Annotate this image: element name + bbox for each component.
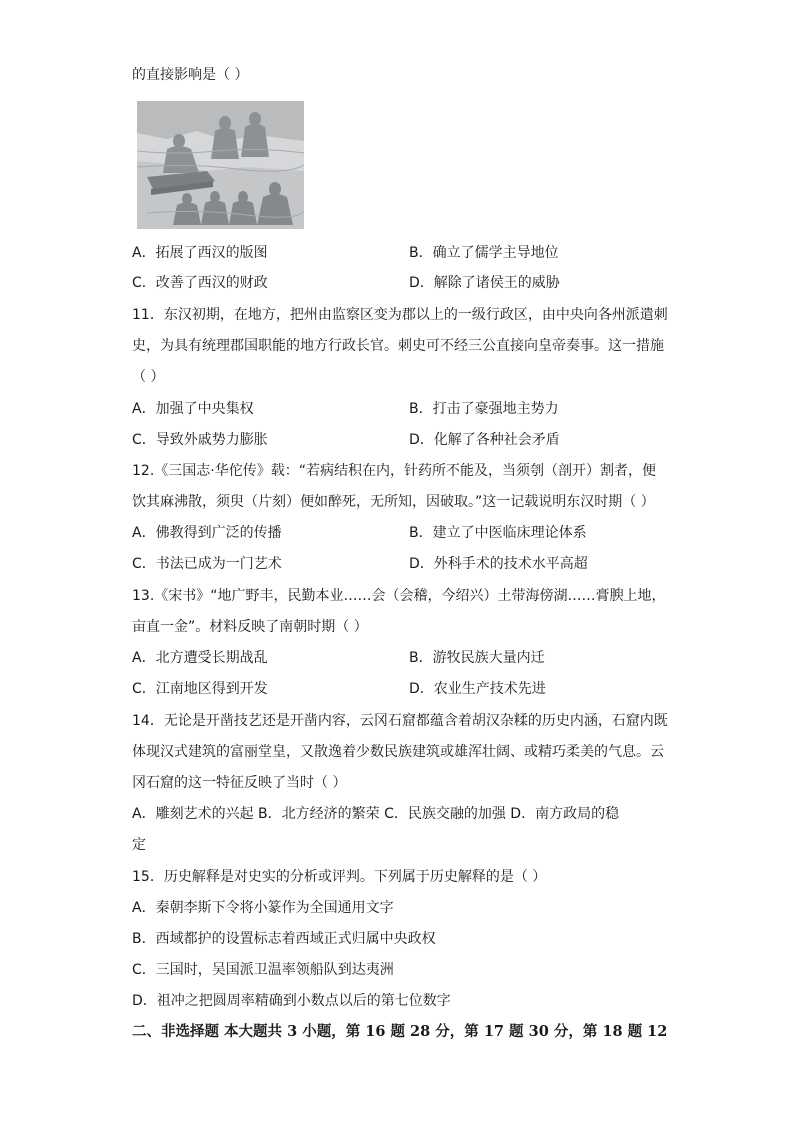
q13-option-b: B．游牧民族大量内迁 xyxy=(409,650,545,666)
q12-option-b: B．建立了中医临床理论体系 xyxy=(409,525,587,541)
q12-option-c: C．书法已成为一门艺术 xyxy=(132,556,282,572)
q15-option-b: B．西域都护的设置标志着西域正式归属中央政权 xyxy=(132,931,436,947)
q13-option-d: D．农业生产技术先进 xyxy=(409,681,546,697)
q13-stem-line-1: 13.《宋书》“地广野丰，民勤本业……会（会稽，今绍兴）土带海傍湖……膏腴上地， xyxy=(132,588,666,604)
q15-option-c: C．三国时，吴国派卫温率领船队到达夷洲 xyxy=(132,962,394,978)
q11-option-c: C．导致外戚势力膨胀 xyxy=(132,432,268,448)
q11-option-a: A．加强了中央集权 xyxy=(132,401,254,417)
q10-option-d: D．解除了诸侯王的威胁 xyxy=(409,275,560,291)
q15-option-d: D．祖冲之把圆周率精确到小数点以后的第七位数字 xyxy=(132,993,451,1009)
q12-stem-line-1: 12.《三国志·华佗传》载：“若病结积在内，针药所不能及，当须刳（剖开）割者，便 xyxy=(132,463,656,479)
intro-line: 的直接影响是（ ） xyxy=(132,67,249,83)
q10-option-b: B．确立了儒学主导地位 xyxy=(409,245,559,261)
q11-option-b: B．打击了豪强地主势力 xyxy=(409,401,559,417)
q11-option-d: D．化解了各种社会矛盾 xyxy=(409,432,560,448)
q12-option-d: D．外科手术的技术水平高超 xyxy=(409,556,588,572)
q13-stem-line-2: 亩直一金”。材料反映了南朝时期（ ） xyxy=(132,619,368,635)
q10-option-a: A．拓展了西汉的版图 xyxy=(132,245,268,261)
section-2-heading: 二、非选择题 本大题共 3 小题，第 16 题 28 分，第 17 题 30 分，第 18 题 12 xyxy=(132,1023,668,1040)
q14-stem-line-3: 冈石窟的这一特征反映了当时（ ） xyxy=(132,775,347,791)
q14-options: A．雕刻艺术的兴起 B．北方经济的繁荣 C．民族交融的加强 D．南方政局的稳 xyxy=(132,806,620,822)
q15-option-a: A．秦朝李斯下令将小篆作为全国通用文字 xyxy=(132,900,394,916)
q14-stem-line-1: 14．无论是开凿技艺还是开凿内容，云冈石窟都蕴含着胡汉杂糅的历史内涵，石窟内既 xyxy=(132,713,668,729)
q15-stem: 15．历史解释是对史实的分析或评判。下列属于历史解释的是（ ） xyxy=(132,869,547,885)
q13-option-c: C．江南地区得到开发 xyxy=(132,681,268,697)
stone-relief-illustration xyxy=(137,101,304,229)
q10-option-c: C．改善了西汉的财政 xyxy=(132,275,268,291)
q13-option-a: A．北方遭受长期战乱 xyxy=(132,650,268,666)
q11-stem-line-2: 史，为具有统理郡国职能的地方行政长官。刺史可不经三公直接向皇帝奏事。这一措施 xyxy=(132,338,664,354)
q12-stem-line-2: 饮其麻沸散，须臾（片刻）便如醉死，无所知，因破取。”这一记载说明东汉时期（ ） xyxy=(132,494,655,510)
q14-stem-line-2: 体现汉式建筑的富丽堂皇，又散逸着少数民族建筑或雄浑壮阔、或精巧柔美的气息。云 xyxy=(132,744,664,760)
q12-option-a: A．佛教得到广泛的传播 xyxy=(132,525,282,541)
q14-options-wrap: 定 xyxy=(132,837,146,853)
q11-stem-line-1: 11．东汉初期，在地方，把州由监察区变为郡以上的一级行政区，由中央向各州派遣刺 xyxy=(132,307,668,323)
q11-stem-line-3: （ ） xyxy=(132,369,165,385)
